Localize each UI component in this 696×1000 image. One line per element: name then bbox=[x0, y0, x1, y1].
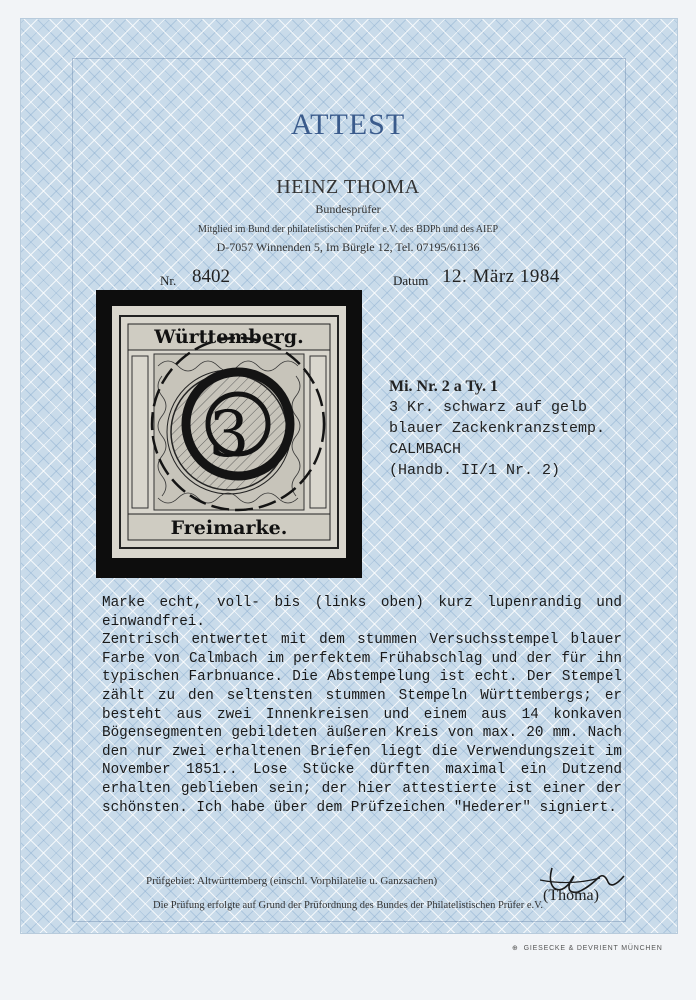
printer-imprint bbox=[512, 944, 663, 952]
printer-name: GIESECKE & DEVRIENT MÜNCHEN bbox=[523, 945, 663, 952]
date-label: Datum bbox=[393, 273, 429, 288]
examination-scope: Prüfgebiet: Altwürttemberg (einschl. Vorphilatelie u. Ganzsachen) bbox=[146, 875, 438, 887]
catalog-number: Mi. Nr. 2 a Ty. 1 bbox=[389, 378, 499, 395]
examiner-role: Bundesprüfer bbox=[315, 202, 381, 216]
opinion-paragraph-1: Marke echt, voll- bis (links oben) kurz lupenrandig und einwandfrei. bbox=[102, 595, 622, 630]
expert-opinion bbox=[102, 594, 622, 817]
signer-name: (Thoma) bbox=[543, 887, 599, 904]
certificate-title: ATTEST bbox=[290, 108, 406, 141]
certificate-number-label: Nr. bbox=[160, 273, 177, 288]
stamp-details bbox=[389, 376, 605, 481]
stamp-image bbox=[112, 306, 346, 558]
address-line: D-7057 Winnenden 5, Im Bürgle 12, Tel. 07195/61136 bbox=[216, 240, 480, 254]
handbook-reference: (Handb. II/1 Nr. 2) bbox=[389, 462, 561, 479]
certificate-date: 12. März 1984 bbox=[442, 266, 560, 287]
membership-line: Mitglied im Bund der philatelistischen Prüfer e.V. des BDPh und des AIEP bbox=[197, 224, 499, 235]
stamp-drawing bbox=[112, 306, 346, 558]
cancel-place: CALMBACH bbox=[389, 441, 462, 458]
printer-logo-icon: ⊕ bbox=[512, 945, 519, 952]
certificate-number: 8402 bbox=[192, 266, 230, 287]
stamp-description: 3 Kr. schwarz auf gelb bbox=[389, 399, 588, 416]
stamp-photograph bbox=[96, 290, 362, 578]
opinion-paragraph-2: Zentrisch entwertet mit dem stummen Versuchsstempel blauer Farbe von Calmbach im perfektem Frühabschlag und der für ihn typischen Farbnuance. Die Abstempelung ist echt. Der Stempel zählt zu den seltensten stummen Stempeln Württembergs; er besteht aus zwei Innenkreisen und einem aus 14 konkaven Bögensegmenten gebildeten äußeren Kreis von max. 20 mm. Nach den nur zwei erhaltenen Briefen liegt die Verwendungszeit im November 1851.. Lose Stücke dürften maximal ein Dutzend erhalten geblieben sein; der hier attestierte ist einer der schönsten. Ich habe über dem Prüfzeichen "Hederer" signiert. bbox=[102, 632, 622, 816]
footer-note: Die Prüfung erfolgte auf Grund der Prüfordnung des Bundes der Philatelistischen Prüfer e.V. bbox=[153, 900, 543, 911]
examiner-name: HEINZ THOMA bbox=[276, 176, 420, 198]
stamp-bottom-label: Freimarke. bbox=[170, 517, 288, 539]
cancel-description: blauer Zackenkranzstemp. bbox=[389, 420, 606, 437]
stamp-numeral: 3 bbox=[208, 398, 250, 472]
stamp-top-label: Württemberg. bbox=[154, 326, 304, 348]
